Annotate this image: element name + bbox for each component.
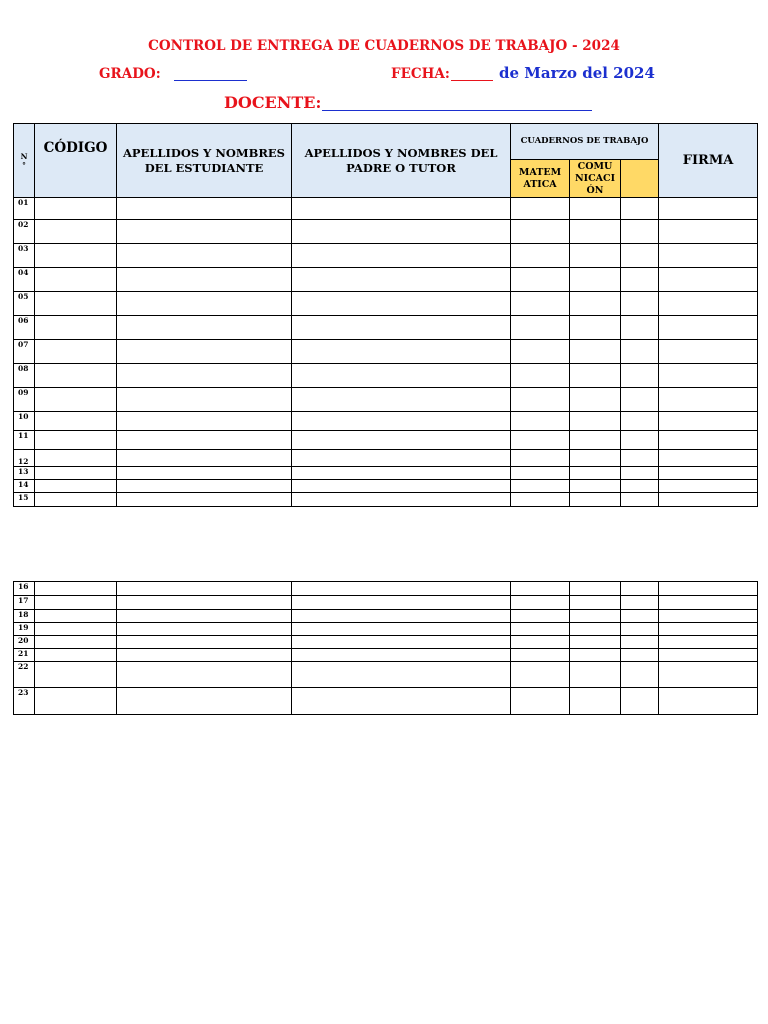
cell-extra[interactable] [621, 636, 659, 649]
cell-extra[interactable] [621, 412, 659, 431]
cell-padre-tutor[interactable] [292, 220, 511, 244]
cell-padre-tutor[interactable] [292, 292, 511, 316]
table-row [14, 623, 758, 636]
table-row [14, 662, 758, 688]
cell-numero: 20 [14, 636, 35, 649]
cell-padre-tutor[interactable] [292, 412, 511, 431]
cell-padre-tutor[interactable] [292, 431, 511, 450]
cell-estudiante[interactable] [117, 649, 292, 662]
cell-padre-tutor[interactable] [292, 582, 511, 596]
cell-comunicacion[interactable] [570, 688, 621, 715]
cell-firma[interactable] [659, 431, 758, 450]
cell-extra[interactable] [621, 662, 659, 688]
cell-estudiante[interactable] [117, 292, 292, 316]
cell-matematica[interactable] [511, 244, 570, 268]
fecha-label: FECHA: [391, 66, 450, 82]
cell-estudiante[interactable] [117, 610, 292, 623]
cell-codigo[interactable] [35, 412, 117, 431]
cell-extra[interactable] [621, 292, 659, 316]
cell-numero: 06 [14, 316, 35, 340]
cell-codigo[interactable] [35, 220, 117, 244]
table-row [14, 431, 758, 450]
cell-numero: 16 [14, 582, 35, 596]
cell-matematica[interactable] [511, 198, 570, 220]
cell-numero: 12 [14, 450, 35, 467]
cell-codigo[interactable] [35, 467, 117, 480]
grado-fecha-row [0, 66, 768, 86]
cell-firma[interactable] [659, 316, 758, 340]
table-row [14, 220, 758, 244]
cell-codigo[interactable] [35, 610, 117, 623]
table-row [14, 364, 758, 388]
table-row [14, 688, 758, 715]
cell-numero: 07 [14, 340, 35, 364]
cell-extra[interactable] [621, 431, 659, 450]
cell-numero: 23 [14, 688, 35, 715]
cell-estudiante[interactable] [117, 388, 292, 412]
table-row [14, 268, 758, 292]
cell-firma[interactable] [659, 623, 758, 636]
cell-extra[interactable] [621, 244, 659, 268]
cell-numero: 05 [14, 292, 35, 316]
cell-estudiante[interactable] [117, 268, 292, 292]
cell-codigo[interactable] [35, 688, 117, 715]
cell-firma[interactable] [659, 662, 758, 688]
cell-comunicacion[interactable] [570, 480, 621, 493]
cell-comunicacion[interactable] [570, 198, 621, 220]
table-row [14, 340, 758, 364]
table-row [14, 610, 758, 623]
cell-numero: 10 [14, 412, 35, 431]
cell-firma[interactable] [659, 450, 758, 467]
cell-padre-tutor[interactable] [292, 688, 511, 715]
cell-firma[interactable] [659, 198, 758, 220]
cell-padre-tutor[interactable] [292, 596, 511, 610]
cell-numero: 15 [14, 493, 35, 507]
header-matematica: MATEM ATICA [511, 160, 570, 198]
cell-extra[interactable] [621, 623, 659, 636]
cell-codigo[interactable] [35, 450, 117, 467]
fecha-suffix: de Marzo del 2024 [499, 64, 655, 82]
cell-firma[interactable] [659, 649, 758, 662]
cell-numero: 22 [14, 662, 35, 688]
cell-matematica[interactable] [511, 340, 570, 364]
cell-matematica[interactable] [511, 596, 570, 610]
cell-estudiante[interactable] [117, 412, 292, 431]
table-row [14, 450, 758, 467]
cell-padre-tutor[interactable] [292, 340, 511, 364]
cell-estudiante[interactable] [117, 364, 292, 388]
cell-estudiante[interactable] [117, 688, 292, 715]
cell-firma[interactable] [659, 467, 758, 480]
cell-matematica[interactable] [511, 220, 570, 244]
cell-padre-tutor[interactable] [292, 388, 511, 412]
docente-row [0, 93, 768, 117]
cell-extra[interactable] [621, 596, 659, 610]
table-row [14, 412, 758, 431]
cell-codigo[interactable] [35, 662, 117, 688]
cell-matematica[interactable] [511, 688, 570, 715]
table-row [14, 467, 758, 480]
cell-matematica[interactable] [511, 480, 570, 493]
page-title: CONTROL DE ENTREGA DE CUADERNOS DE TRABAJO - 2024 [148, 38, 620, 54]
cell-extra[interactable] [621, 220, 659, 244]
cell-padre-tutor[interactable] [292, 636, 511, 649]
header-comunicacion: COMU NICACI ÓN [570, 160, 621, 198]
header-padre-tutor: APELLIDOS Y NOMBRES DEL PADRE O TUTOR [292, 124, 511, 198]
header-firma: FIRMA [659, 124, 758, 198]
cell-estudiante[interactable] [117, 244, 292, 268]
cell-matematica[interactable] [511, 467, 570, 480]
cell-firma[interactable] [659, 480, 758, 493]
cell-extra[interactable] [621, 316, 659, 340]
cell-codigo[interactable] [35, 388, 117, 412]
cell-estudiante[interactable] [117, 340, 292, 364]
table-row [14, 649, 758, 662]
table-row [14, 198, 758, 220]
cell-estudiante[interactable] [117, 480, 292, 493]
cell-firma[interactable] [659, 364, 758, 388]
cell-matematica[interactable] [511, 493, 570, 507]
entrega-table-2 [13, 581, 758, 715]
cell-codigo[interactable] [35, 582, 117, 596]
cell-comunicacion[interactable] [570, 340, 621, 364]
cell-comunicacion[interactable] [570, 388, 621, 412]
docente-field[interactable] [322, 110, 592, 111]
cell-estudiante[interactable] [117, 662, 292, 688]
cell-matematica[interactable] [511, 662, 570, 688]
cell-numero: 11 [14, 431, 35, 450]
cell-firma[interactable] [659, 220, 758, 244]
cell-numero: 08 [14, 364, 35, 388]
cell-matematica[interactable] [511, 450, 570, 467]
cell-firma[interactable] [659, 244, 758, 268]
cell-numero: 03 [14, 244, 35, 268]
cell-extra[interactable] [621, 649, 659, 662]
cell-estudiante[interactable] [117, 582, 292, 596]
cell-matematica[interactable] [511, 292, 570, 316]
cell-estudiante[interactable] [117, 636, 292, 649]
cell-extra[interactable] [621, 610, 659, 623]
docente-label: DOCENTE: [224, 93, 322, 112]
cell-numero: 01 [14, 198, 35, 220]
cell-codigo[interactable] [35, 364, 117, 388]
grado-label: GRADO: [99, 66, 161, 82]
cell-extra[interactable] [621, 493, 659, 507]
table-row [14, 388, 758, 412]
cell-matematica[interactable] [511, 364, 570, 388]
cell-comunicacion[interactable] [570, 244, 621, 268]
cell-estudiante[interactable] [117, 623, 292, 636]
cell-padre-tutor[interactable] [292, 493, 511, 507]
table-row [14, 316, 758, 340]
cell-numero: 21 [14, 649, 35, 662]
cell-padre-tutor[interactable] [292, 198, 511, 220]
cell-matematica[interactable] [511, 636, 570, 649]
cell-padre-tutor[interactable] [292, 649, 511, 662]
cell-comunicacion[interactable] [570, 636, 621, 649]
cell-padre-tutor[interactable] [292, 467, 511, 480]
cell-padre-tutor[interactable] [292, 662, 511, 688]
cell-comunicacion[interactable] [570, 316, 621, 340]
header-codigo: CÓDIGO [35, 124, 117, 198]
cell-codigo[interactable] [35, 623, 117, 636]
cell-numero: 09 [14, 388, 35, 412]
cell-codigo[interactable] [35, 292, 117, 316]
cell-padre-tutor[interactable] [292, 268, 511, 292]
cell-codigo[interactable] [35, 198, 117, 220]
cell-codigo[interactable] [35, 649, 117, 662]
header-n-label: N [20, 151, 28, 161]
cell-estudiante[interactable] [117, 220, 292, 244]
cell-matematica[interactable] [511, 582, 570, 596]
header-n [14, 124, 35, 198]
cell-comunicacion[interactable] [570, 268, 621, 292]
cell-comunicacion[interactable] [570, 412, 621, 431]
header-n-mark: ° [22, 160, 26, 170]
cell-extra[interactable] [621, 268, 659, 292]
cell-matematica[interactable] [511, 610, 570, 623]
cell-padre-tutor[interactable] [292, 480, 511, 493]
cell-extra[interactable] [621, 480, 659, 493]
cell-firma[interactable] [659, 412, 758, 431]
cell-codigo[interactable] [35, 493, 117, 507]
cell-extra[interactable] [621, 688, 659, 715]
header-extra [621, 160, 659, 198]
cell-estudiante[interactable] [117, 493, 292, 507]
entrega-table-1 [13, 123, 758, 507]
cell-extra[interactable] [621, 340, 659, 364]
cell-codigo[interactable] [35, 316, 117, 340]
cell-comunicacion[interactable] [570, 582, 621, 596]
cell-firma[interactable] [659, 582, 758, 596]
cell-codigo[interactable] [35, 596, 117, 610]
cell-padre-tutor[interactable] [292, 364, 511, 388]
cell-estudiante[interactable] [117, 467, 292, 480]
cell-matematica[interactable] [511, 649, 570, 662]
cell-extra[interactable] [621, 582, 659, 596]
table-row [14, 244, 758, 268]
cell-estudiante[interactable] [117, 198, 292, 220]
cell-comunicacion[interactable] [570, 649, 621, 662]
cell-numero: 14 [14, 480, 35, 493]
cell-firma[interactable] [659, 493, 758, 507]
cell-extra[interactable] [621, 450, 659, 467]
cell-comunicacion[interactable] [570, 596, 621, 610]
cell-matematica[interactable] [511, 316, 570, 340]
cell-estudiante[interactable] [117, 431, 292, 450]
cell-comunicacion[interactable] [570, 292, 621, 316]
cell-matematica[interactable] [511, 412, 570, 431]
grado-field[interactable] [174, 80, 247, 81]
cell-numero: 13 [14, 467, 35, 480]
cell-comunicacion[interactable] [570, 431, 621, 450]
cell-estudiante[interactable] [117, 450, 292, 467]
cell-codigo[interactable] [35, 340, 117, 364]
table-row [14, 582, 758, 596]
table-row [14, 493, 758, 507]
cell-numero: 18 [14, 610, 35, 623]
cell-padre-tutor[interactable] [292, 316, 511, 340]
cell-padre-tutor[interactable] [292, 623, 511, 636]
table-row [14, 636, 758, 649]
cell-codigo[interactable] [35, 268, 117, 292]
table-row [14, 480, 758, 493]
cell-matematica[interactable] [511, 268, 570, 292]
cell-firma[interactable] [659, 340, 758, 364]
header-cuadernos: CUADERNOS DE TRABAJO [511, 124, 659, 160]
cell-firma[interactable] [659, 636, 758, 649]
cell-extra[interactable] [621, 198, 659, 220]
cell-extra[interactable] [621, 388, 659, 412]
cell-numero: 04 [14, 268, 35, 292]
cell-padre-tutor[interactable] [292, 450, 511, 467]
cell-firma[interactable] [659, 268, 758, 292]
cell-numero: 17 [14, 596, 35, 610]
cell-padre-tutor[interactable] [292, 610, 511, 623]
cell-comunicacion[interactable] [570, 450, 621, 467]
cell-matematica[interactable] [511, 623, 570, 636]
cell-firma[interactable] [659, 610, 758, 623]
cell-comunicacion[interactable] [570, 493, 621, 507]
cell-extra[interactable] [621, 467, 659, 480]
cell-firma[interactable] [659, 596, 758, 610]
cell-firma[interactable] [659, 292, 758, 316]
cell-estudiante[interactable] [117, 596, 292, 610]
cell-comunicacion[interactable] [570, 610, 621, 623]
table-row [14, 292, 758, 316]
cell-codigo[interactable] [35, 636, 117, 649]
cell-estudiante[interactable] [117, 316, 292, 340]
cell-firma[interactable] [659, 688, 758, 715]
fecha-field[interactable] [451, 80, 493, 81]
cell-comunicacion[interactable] [570, 220, 621, 244]
header-estudiante: APELLIDOS Y NOMBRES DEL ESTUDIANTE [117, 124, 292, 198]
cell-matematica[interactable] [511, 431, 570, 450]
cell-matematica[interactable] [511, 388, 570, 412]
cell-extra[interactable] [621, 364, 659, 388]
cell-codigo[interactable] [35, 480, 117, 493]
table-row [14, 596, 758, 610]
cell-numero: 19 [14, 623, 35, 636]
cell-comunicacion[interactable] [570, 623, 621, 636]
cell-comunicacion[interactable] [570, 364, 621, 388]
cell-numero: 02 [14, 220, 35, 244]
cell-comunicacion[interactable] [570, 662, 621, 688]
cell-comunicacion[interactable] [570, 467, 621, 480]
cell-firma[interactable] [659, 388, 758, 412]
cell-codigo[interactable] [35, 431, 117, 450]
cell-padre-tutor[interactable] [292, 244, 511, 268]
cell-codigo[interactable] [35, 244, 117, 268]
